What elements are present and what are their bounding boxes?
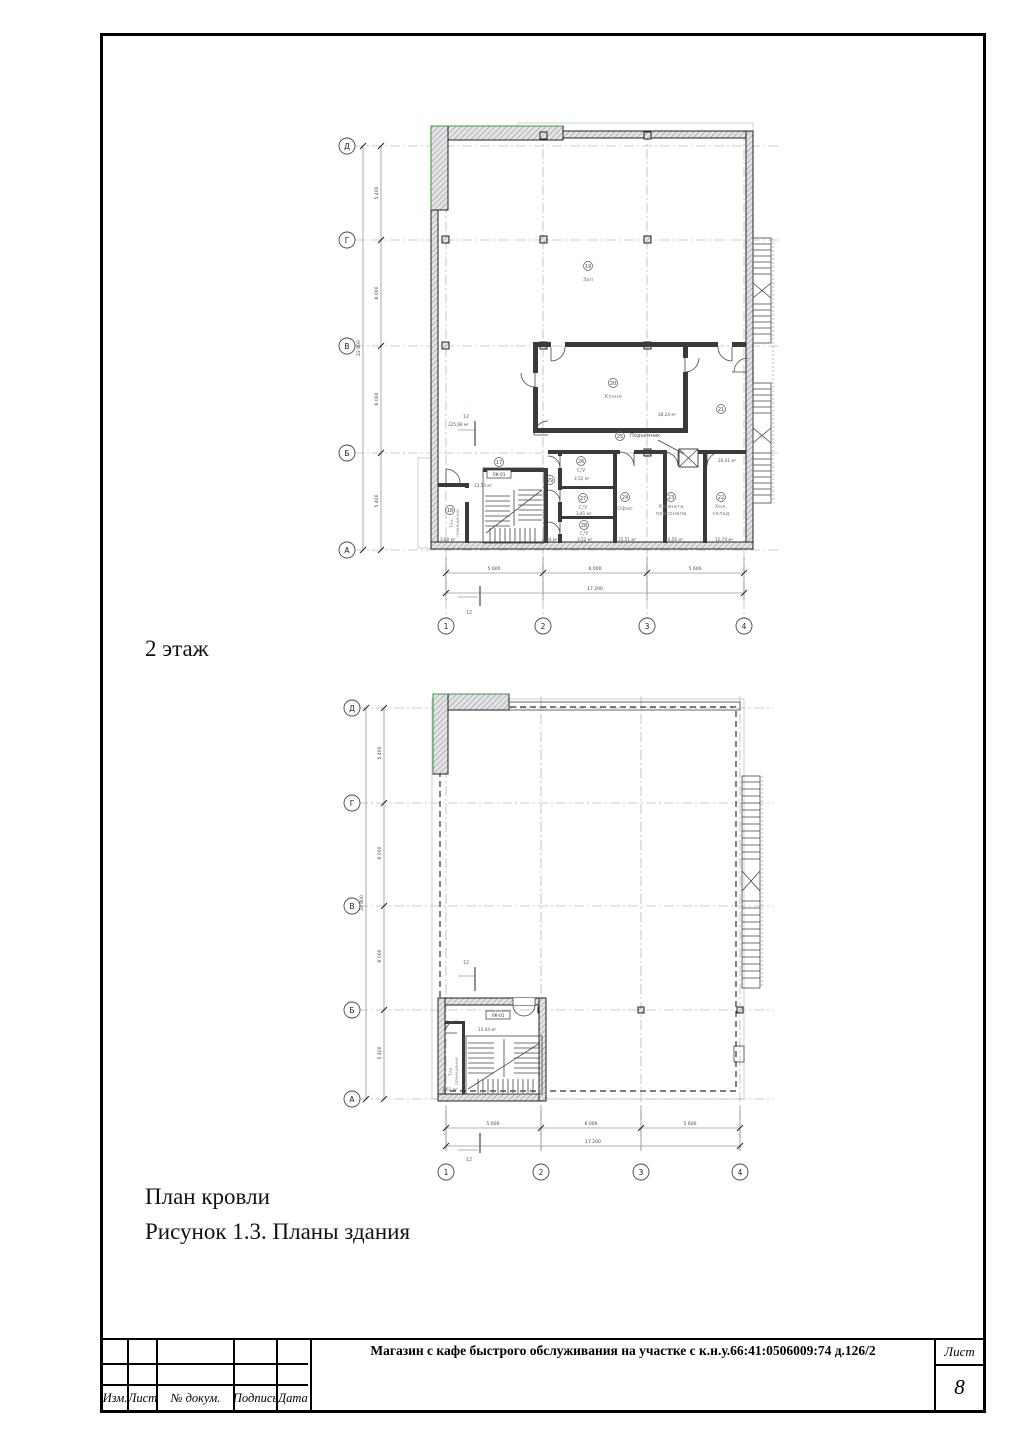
dim-text: 5 400 <box>375 186 380 200</box>
room-area: 3,52 м² <box>574 476 590 481</box>
room-area: 3,61 м² <box>442 1087 458 1092</box>
tb-cell <box>278 1340 308 1365</box>
section-mark-top <box>458 414 475 446</box>
axis-label: 4 <box>741 622 747 631</box>
fire-escape-ladder <box>742 776 762 988</box>
room-area: 225,68 м² <box>448 422 469 427</box>
dimensions-bottom <box>443 1106 743 1151</box>
tb-cell <box>129 1340 158 1365</box>
axis-label: 3 <box>638 1168 644 1177</box>
room-name: персонала <box>655 511 687 517</box>
stairs <box>483 468 544 543</box>
sheet-box <box>936 1340 983 1410</box>
dim-text: 6 000 <box>588 567 602 572</box>
grid-lines <box>358 696 773 1151</box>
room-name: Зал <box>582 277 594 283</box>
tb-cell <box>235 1365 278 1386</box>
room-area: 13,53 м² <box>474 483 493 488</box>
stair-bulkhead <box>433 694 509 774</box>
caption-floor2: 2 этаж <box>145 636 209 661</box>
room-name: Тех. <box>450 518 455 528</box>
axis-label: В <box>349 902 355 911</box>
dim-text: 5 400 <box>375 494 380 508</box>
dimensions-left <box>359 705 387 1102</box>
section-mark-top <box>458 960 475 991</box>
section-label: 12 <box>465 1157 473 1163</box>
room-labels <box>440 262 736 543</box>
axis-bubbles-left <box>344 700 360 1107</box>
axis-bubbles-left <box>339 138 355 558</box>
dimensions-bottom <box>443 556 747 600</box>
lift-label: Подъемник <box>630 433 661 439</box>
room-name: Комната <box>658 504 684 510</box>
room-name: склад <box>712 511 730 517</box>
columns <box>442 132 651 456</box>
stair-tag: ЛК-01 <box>492 472 506 477</box>
room-name: Тех. <box>449 1066 454 1076</box>
sheet-number: 8 <box>954 1374 965 1399</box>
sheet-label: Лист <box>936 1340 983 1366</box>
dim-text: 22 800 <box>360 895 365 911</box>
room-name: Офис <box>617 506 633 512</box>
room-number: 24 <box>621 495 629 501</box>
room-number: 19 <box>584 264 592 270</box>
axis-label: Б <box>344 449 350 458</box>
title-block-columns <box>103 1340 312 1410</box>
axis-bubbles-bottom <box>438 1164 748 1180</box>
room-number: 25 <box>616 434 624 440</box>
dim-text: 17 200 <box>585 1140 601 1145</box>
dumbwaiter-shaft <box>679 449 698 467</box>
tb-header-list: Лист <box>129 1386 158 1410</box>
porch-outline <box>418 458 431 548</box>
room-area: 13,44 м² <box>478 1027 497 1032</box>
room-number: 26 <box>577 459 585 465</box>
dim-text: 17 200 <box>587 587 603 592</box>
room-number: 18 <box>446 508 454 514</box>
room-number: 28 <box>580 523 588 529</box>
axis-label: В <box>344 342 350 351</box>
dim-text: 5 400 <box>378 746 383 760</box>
room-area: 3,52 м² <box>577 537 593 542</box>
axis-label: 3 <box>644 622 650 631</box>
tb-header-izm: Изм. <box>103 1386 129 1410</box>
room-area: 12,74 м² <box>715 537 734 542</box>
room-name: помещение <box>455 1057 460 1085</box>
room-number: 22 <box>717 495 725 501</box>
caption-figure: Рисунок 1.3. Планы здания <box>145 1219 411 1244</box>
dimensions-left <box>356 143 384 553</box>
dim-text: 5 600 <box>486 1122 500 1127</box>
dim-text: 5 400 <box>378 1046 383 1060</box>
room-name: С/У <box>576 468 586 474</box>
room-name: Хол. <box>714 504 728 510</box>
dim-text: 6 000 <box>378 846 383 860</box>
room-area: 3,80 м² <box>440 537 456 542</box>
section-mark-bottom <box>458 1133 480 1163</box>
dim-text: 5 600 <box>688 567 702 572</box>
axis-label: 1 <box>443 622 449 631</box>
room-area: 8,04 м² <box>542 537 558 542</box>
room-number: 21 <box>717 407 725 413</box>
tb-cell <box>158 1365 235 1386</box>
axis-label: 2 <box>540 622 546 631</box>
room-number: 17 <box>495 460 503 466</box>
tb-cell <box>158 1340 235 1365</box>
axis-label: А <box>349 1095 355 1104</box>
dim-text: 5 600 <box>487 567 501 572</box>
dim-text: 6 000 <box>584 1122 598 1127</box>
axis-label: А <box>344 546 350 555</box>
tb-header-doc: № докум. <box>158 1386 235 1410</box>
section-mark-bottom <box>458 586 480 616</box>
room-name: Кухня <box>604 394 622 400</box>
axis-label: Д <box>349 704 355 713</box>
dim-text: 5 600 <box>683 1122 697 1127</box>
room-name: С/У <box>578 505 588 511</box>
room-number: 23 <box>667 495 675 501</box>
axis-label: 4 <box>737 1168 743 1177</box>
dim-text: 6 000 <box>375 392 380 406</box>
stair-enclosure <box>438 998 546 1101</box>
axis-bubbles-bottom <box>438 618 752 634</box>
dim-text: 6 000 <box>375 286 380 300</box>
partitions <box>438 342 746 543</box>
room-area: 10,56 м² <box>665 537 684 542</box>
tb-header-sign: Подпись <box>235 1386 278 1410</box>
roof-outline <box>432 699 744 1099</box>
tb-header-date: Дата <box>278 1390 308 1405</box>
room-name: помещение <box>456 509 461 537</box>
axis-label: Б <box>349 1006 355 1015</box>
section-label: 12 <box>462 960 470 966</box>
tb-cell <box>235 1340 278 1365</box>
roof-plan <box>328 681 788 1186</box>
document-title: Магазин с кафе быстрого обслуживания на участке с к.н.у.66:41:0506009:74 д.126/2 <box>312 1340 936 1410</box>
axis-label: 2 <box>538 1168 544 1177</box>
fire-escape-ladders <box>753 238 773 503</box>
floor2-plan <box>328 118 788 638</box>
tb-cell <box>129 1365 158 1386</box>
columns <box>538 1007 743 1013</box>
room-number: 20 <box>609 381 617 387</box>
caption-roof: План кровли <box>145 1184 270 1209</box>
dim-text: 22 800 <box>357 340 362 356</box>
axis-label: Д <box>344 142 350 151</box>
room-name: С/У <box>579 531 589 537</box>
dim-text: 6 000 <box>378 949 383 963</box>
axis-label: Г <box>349 799 355 808</box>
axis-label: 1 <box>443 1168 449 1177</box>
room-area: 15,51 м² <box>618 537 637 542</box>
title-block <box>103 1338 983 1410</box>
room-area: 3,41 м² <box>576 511 592 516</box>
section-label: 12 <box>465 610 473 616</box>
axis-label: Г <box>344 236 350 245</box>
section-label: 12 <box>462 414 470 420</box>
room-area: 20,41 м² <box>718 458 737 463</box>
tb-cell <box>103 1365 129 1386</box>
tb-cell <box>278 1365 308 1386</box>
room-number: 29 <box>546 478 554 484</box>
room-area: 38,24 м² <box>658 412 677 417</box>
tb-cell <box>103 1340 129 1365</box>
stair-tag: ЛК-01 <box>491 1013 505 1018</box>
room-number: 27 <box>579 496 587 502</box>
